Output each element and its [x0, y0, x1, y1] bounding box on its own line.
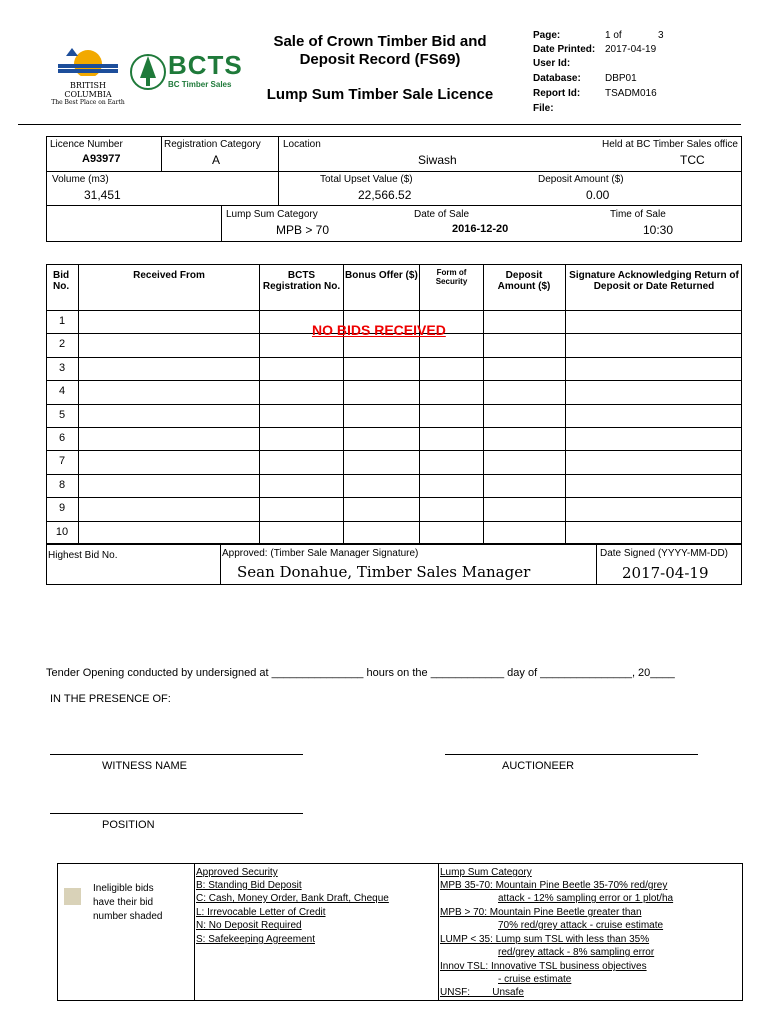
page-subtitle: Lump Sum Timber Sale Licence: [266, 86, 494, 103]
bc-sun-icon: [48, 42, 128, 76]
presence-label: IN THE PRESENCE OF:: [50, 693, 171, 705]
meta-label-date-printed: Date Printed:: [533, 44, 596, 55]
header-divider: [18, 124, 741, 125]
security-item: N: No Deposit Required: [196, 920, 302, 931]
bid-row-divider: [46, 474, 742, 475]
position-signature-line[interactable]: [50, 813, 303, 814]
meta-label-report-id: Report Id:: [533, 88, 581, 99]
bid-row-number: 1: [58, 315, 66, 327]
witness-name-label: WITNESS NAME: [102, 760, 187, 772]
meta-value-database: DBP01: [605, 73, 637, 84]
meta-label-page: Page:: [533, 30, 561, 41]
upset-label: Total Upset Value ($): [320, 174, 413, 185]
manager-signature: Sean Donahue, Timber Sales Manager: [237, 563, 531, 581]
auctioneer-signature-line[interactable]: [445, 754, 698, 755]
bc-logo-tagline: The Best Place on Earth: [51, 99, 125, 106]
registration-category: A: [212, 153, 221, 167]
bid-row-number: 6: [58, 432, 66, 444]
col-header-form: Form of Security: [435, 268, 468, 286]
date-signed-label: Date Signed (YYYY-MM-DD): [600, 548, 729, 559]
col-header-bid-no: Bid No.: [53, 270, 70, 292]
licence-number-label: Licence Number: [50, 139, 123, 150]
col-header-signature: Signature Acknowledging Return of Deposit or Date Returned: [569, 270, 739, 292]
category-title: Lump Sum Category: [440, 867, 532, 878]
bcts-logo-text: BCTS: [168, 50, 243, 80]
meta-value-page-total: 3: [658, 30, 664, 41]
security-title: Approved Security: [196, 867, 278, 878]
page-title-line2: Deposit Record (FS69): [299, 51, 461, 68]
bid-row-divider: [46, 521, 742, 522]
auctioneer-label: AUCTIONEER: [502, 760, 575, 772]
volume-label: Volume (m3): [52, 174, 109, 185]
tree-seal-icon: [130, 48, 166, 96]
time-of-sale-value: 10:30: [643, 223, 674, 237]
meta-label-file: File:: [533, 103, 554, 114]
category-line: LUMP < 35: Lump sum TSL with less than 35%: [440, 934, 650, 945]
category-line: - cruise estimate: [498, 974, 572, 985]
ineligible-line-3: number shaded: [93, 911, 163, 922]
bid-row-number: 5: [58, 409, 66, 421]
bids-header-divider: [46, 310, 742, 311]
bc-logo: [48, 42, 128, 106]
col-header-received-from: Received From: [133, 270, 205, 281]
bid-row-number: 3: [58, 362, 66, 374]
legend-vdiv-1: [194, 863, 195, 1001]
date-signed-value: 2017-04-19: [622, 564, 709, 582]
security-item: B: Standing Bid Deposit: [196, 880, 302, 891]
meta-value-report-id: TSADM016: [605, 88, 657, 99]
deposit-amount-label: Deposit Amount ($): [538, 174, 624, 185]
bid-row-divider: [46, 450, 742, 451]
no-bids-received: NO BIDS RECEIVED: [312, 322, 446, 338]
category-line: MPB > 70: Mountain Pine Beetle greater than: [440, 907, 642, 918]
legend-vdiv-2: [438, 863, 439, 1001]
licence-divider-2: [46, 205, 742, 206]
shaded-swatch: [64, 888, 81, 905]
bid-row-number: 8: [58, 479, 66, 491]
category-line: 70% red/grey attack - cruise estimate: [498, 920, 664, 931]
category-line: attack - 12% sampling error or 1 plot/ha: [498, 893, 674, 904]
bcts-logo-sub: BC Timber Sales: [168, 80, 232, 89]
meta-value-date-printed: 2017-04-19: [605, 44, 657, 55]
registration-category-label: Registration Category: [164, 139, 261, 150]
deposit-amount-value: 0.00: [586, 188, 610, 202]
bid-row-divider: [46, 427, 742, 428]
lump-category-label: Lump Sum Category: [226, 209, 318, 220]
category-line: red/grey attack - 8% sampling error: [498, 947, 655, 958]
bid-row-divider: [46, 380, 742, 381]
meta-label-user-id: User Id:: [533, 58, 571, 69]
approval-vdiv-1: [220, 544, 221, 585]
col-header-deposit: Deposit Amount ($): [497, 270, 551, 292]
security-item: S: Safekeeping Agreement: [196, 934, 315, 945]
licence-vdiv-2: [278, 136, 279, 205]
category-line: MPB 35-70: Mountain Pine Beetle 35-70% red/grey: [440, 880, 668, 891]
meta-value-page: 1 of: [605, 30, 622, 41]
witness-signature-line[interactable]: [50, 754, 303, 755]
licence-vdiv-1: [161, 136, 162, 171]
licence-number: A93977: [82, 153, 121, 165]
category-line: UNSF: Unsafe: [440, 987, 524, 998]
bid-row-divider: [46, 357, 742, 358]
upset-value: 22,566.52: [358, 188, 412, 202]
tender-opening-text: Tender Opening conducted by undersigned at _______________ hours on the ____________ day of _______________, 20____: [46, 667, 675, 679]
lump-category-value: MPB > 70: [276, 223, 330, 237]
location-label: Location: [283, 139, 321, 150]
location-value: Siwash: [418, 153, 457, 167]
office-value: TCC: [680, 153, 705, 167]
security-item: L: Irrevocable Letter of Credit: [196, 907, 326, 918]
bc-logo-text: BRITISH COLUMBIA: [64, 81, 112, 99]
bid-row-number: 4: [58, 385, 66, 397]
security-item: C: Cash, Money Order, Bank Draft, Cheque: [196, 893, 389, 904]
col-header-bonus: Bonus Offer ($): [345, 270, 418, 281]
office-label: Held at BC Timber Sales office: [602, 139, 738, 150]
bid-row-number: 2: [58, 338, 66, 350]
bid-row-number: 9: [58, 502, 66, 514]
highest-bid-label: Highest Bid No.: [48, 550, 118, 561]
bid-row-number: 10: [55, 526, 69, 538]
time-of-sale-label: Time of Sale: [610, 209, 666, 220]
ineligible-line-2: have their bid: [93, 897, 154, 908]
col-header-bcts-reg: BCTS Registration No.: [262, 270, 341, 292]
bid-row-divider: [46, 404, 742, 405]
approved-label: Approved: (Timber Sale Manager Signature): [222, 548, 419, 559]
bid-row-number: 7: [58, 455, 66, 467]
ineligible-line-1: Ineligible bids: [93, 883, 154, 894]
date-of-sale-value: 2016-12-20: [452, 223, 509, 235]
bid-row-divider: [46, 497, 742, 498]
meta-label-database: Database:: [533, 73, 581, 84]
date-of-sale-label: Date of Sale: [414, 209, 470, 220]
volume-value: 31,451: [84, 188, 121, 202]
page-title-line1: Sale of Crown Timber Bid and: [273, 33, 487, 50]
licence-vdiv-3: [221, 205, 222, 242]
bcts-logo: [130, 48, 250, 100]
category-line: Innov TSL: Innovative TSL business objectives: [440, 961, 647, 972]
licence-divider-1: [46, 171, 742, 172]
approval-vdiv-2: [596, 544, 597, 585]
position-label: POSITION: [102, 819, 155, 831]
